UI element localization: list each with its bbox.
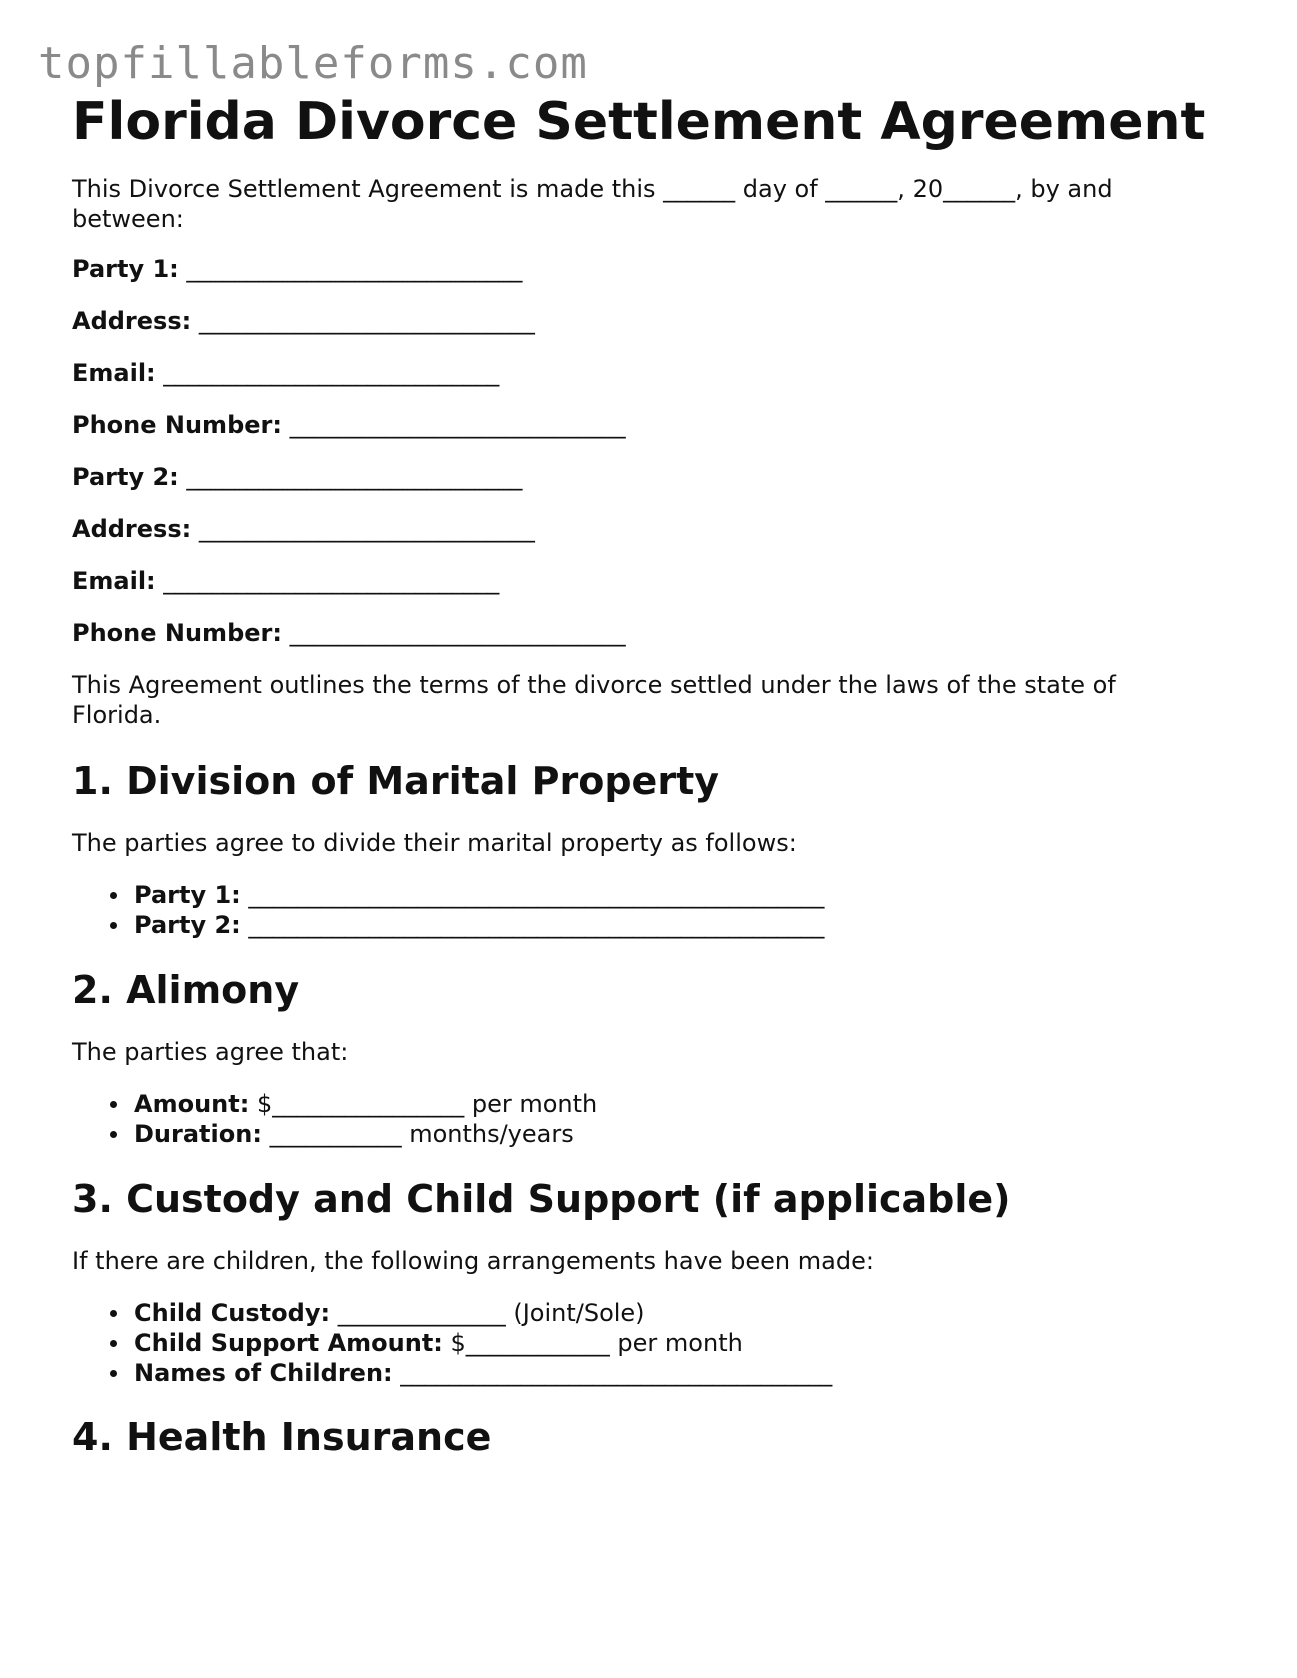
fill-blank[interactable]: ____________________________ <box>163 567 500 595</box>
field-label: Address: <box>72 515 192 543</box>
section-heading-property: 1. Division of Marital Property <box>72 759 720 803</box>
fill-blank[interactable]: ____________________________ <box>186 255 523 283</box>
party-2-address-field[interactable] <box>72 514 535 544</box>
outline-paragraph: This Agreement outlines the terms of the divorce settled under the laws of the state of Florida. <box>72 671 1116 729</box>
field-label: Phone Number: <box>72 619 282 647</box>
section-lead-alimony: The parties agree that: <box>72 1038 349 1066</box>
field-label: Party 2: <box>72 463 179 491</box>
item-text[interactable]: ____________________________________ <box>400 1359 833 1387</box>
property-list <box>72 880 824 940</box>
fill-blank[interactable]: ____________________________ <box>198 515 535 543</box>
item-text[interactable]: ______________ (Joint/Sole) <box>337 1299 645 1327</box>
party-1-address-field[interactable] <box>72 306 535 336</box>
item-label: Party 1: <box>134 881 241 909</box>
party-1-phone-field[interactable] <box>72 410 626 440</box>
fill-blank[interactable]: ____________________________ <box>289 411 626 439</box>
item-label: Names of Children: <box>134 1359 393 1387</box>
party-1-email-field[interactable] <box>72 358 499 388</box>
section-lead-custody: If there are children, the following arrangements have been made: <box>72 1247 874 1275</box>
party-2-phone-field[interactable] <box>72 618 626 648</box>
watermark: topfillableforms.com <box>38 38 588 89</box>
item-label: Child Support Amount: <box>134 1329 443 1357</box>
field-label: Email: <box>72 567 156 595</box>
item-label: Child Custody: <box>134 1299 331 1327</box>
intro-paragraph: This Divorce Settlement Agreement is made this ______ day of ______, 20______, by and between: <box>72 175 1113 233</box>
fill-blank[interactable]: ____________________________ <box>289 619 626 647</box>
alimony-list <box>72 1089 597 1149</box>
party-1-field[interactable] <box>72 254 522 284</box>
list-item[interactable] <box>72 910 824 940</box>
section-heading-insurance: 4. Health Insurance <box>72 1415 492 1459</box>
list-item[interactable] <box>72 1089 597 1119</box>
field-label: Address: <box>72 307 192 335</box>
page-title: Florida Divorce Settlement Agreement <box>72 92 1206 152</box>
list-item[interactable] <box>72 1119 597 1149</box>
field-label: Email: <box>72 359 156 387</box>
list-item[interactable] <box>72 1298 832 1328</box>
section-lead-property: The parties agree to divide their marital property as follows: <box>72 829 797 857</box>
section-heading-custody: 3. Custody and Child Support (if applicable) <box>72 1177 1011 1221</box>
list-item[interactable] <box>72 1358 832 1388</box>
item-label: Duration: <box>134 1120 262 1148</box>
party-2-email-field[interactable] <box>72 566 499 596</box>
document-page <box>72 90 1222 1459</box>
item-text[interactable]: ________________________________________________ <box>248 911 825 939</box>
custody-list <box>72 1298 832 1388</box>
fill-blank[interactable]: ____________________________ <box>163 359 500 387</box>
field-label: Party 1: <box>72 255 179 283</box>
item-text[interactable]: ________________________________________________ <box>248 881 825 909</box>
item-label: Party 2: <box>134 911 241 939</box>
fill-blank[interactable]: ____________________________ <box>186 463 523 491</box>
item-text[interactable]: $____________ per month <box>450 1329 743 1357</box>
item-text[interactable]: $________________ per month <box>256 1090 598 1118</box>
item-text[interactable]: ___________ months/years <box>269 1120 574 1148</box>
field-label: Phone Number: <box>72 411 282 439</box>
item-label: Amount: <box>134 1090 250 1118</box>
fill-blank[interactable]: ____________________________ <box>198 307 535 335</box>
party-2-field[interactable] <box>72 462 522 492</box>
list-item[interactable] <box>72 880 824 910</box>
list-item[interactable] <box>72 1328 832 1358</box>
section-heading-alimony: 2. Alimony <box>72 968 300 1012</box>
